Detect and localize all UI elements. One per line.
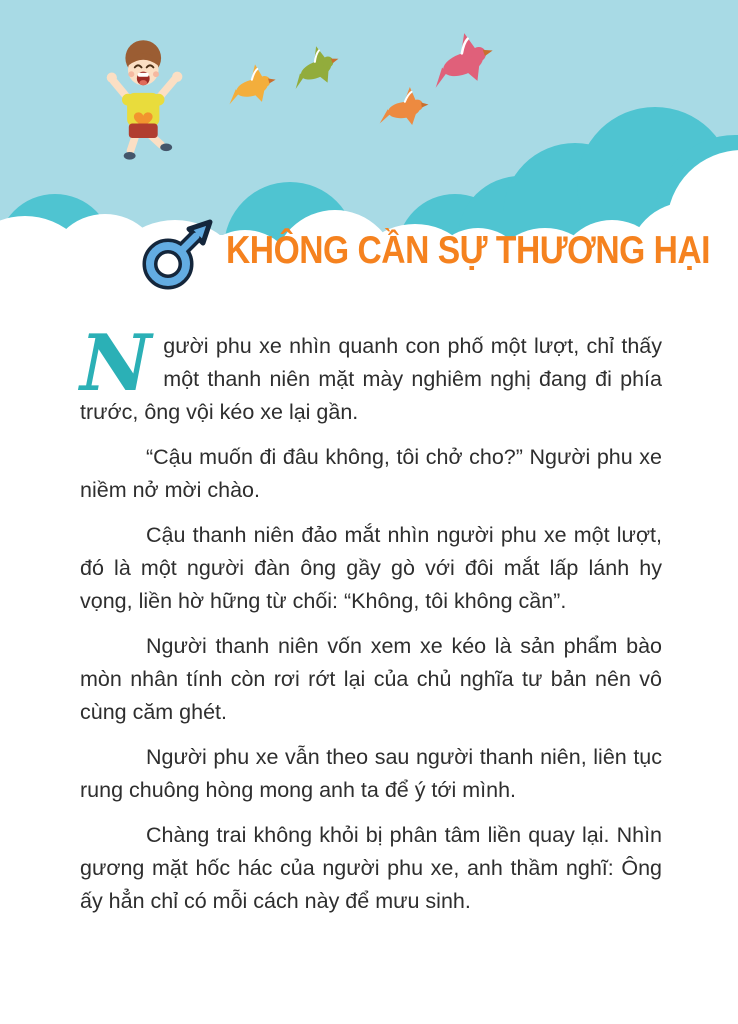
drop-cap: N [80,318,152,409]
paragraph: Cậu thanh niên đảo mắt nhìn người phu xe một lượt, đó là một người đàn ông gầy gò với đôi mắt lấp lánh hy vọng, liền hờ hững từ chối: “Không, tôi không cần”. [80,523,662,613]
story-text [80,318,662,918]
paragraph: “Cậu muốn đi đâu không, tôi chở cho?” Người phu xe niềm nở mời chào. [80,445,662,502]
chapter-title: KHÔNG CẦN SỰ THƯƠNG HẠI [226,229,711,272]
paragraph: Người phu xe vẫn theo sau người thanh niên, liên tục rung chuông hòng mong anh ta để ý tới mình. [80,745,662,802]
paragraph-text: gười phu xe nhìn quanh con phố một lượt, chỉ thấy một thanh niên mặt mày nghiêm nghị đang đi phía trước, ông vội kéo xe lại gần. [80,334,662,424]
male-symbol-icon [138,214,216,294]
paragraph [80,318,662,429]
paragraph: Người thanh niên vốn xem xe kéo là sản phẩm bào mòn nhân tính còn rơi rớt lại của chủ nghĩa tư bản nên vô cùng căm ghét. [80,634,662,724]
paragraph: Chàng trai không khỏi bị phân tâm liền quay lại. Nhìn gương mặt hốc hác của người phu xe, anh thầm nghĩ: Ông ấy hẳn chỉ có mỗi cách này để mưu sinh. [80,823,662,913]
chapter-title-row [138,212,738,296]
